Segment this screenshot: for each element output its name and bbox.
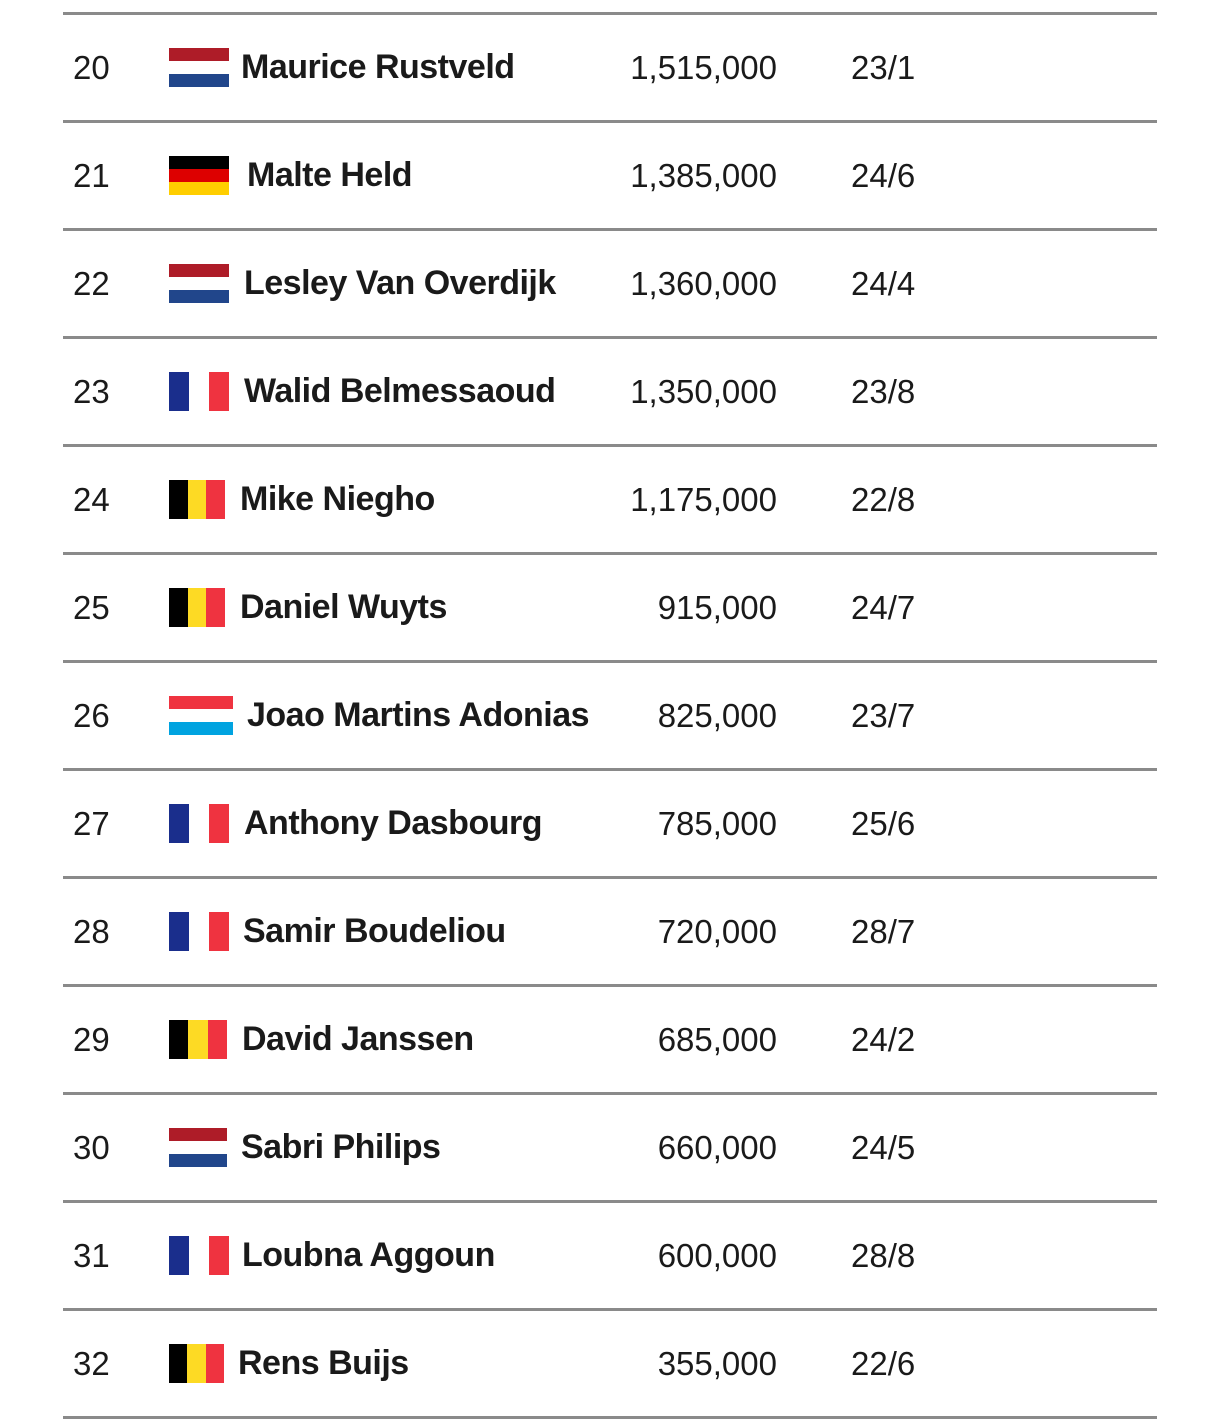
rank: 20 xyxy=(73,49,110,86)
france-flag-icon xyxy=(169,912,229,951)
amount: 720,000 xyxy=(657,913,777,950)
rank: 32 xyxy=(73,1345,110,1382)
rank: 30 xyxy=(73,1129,110,1166)
record: 22/6 xyxy=(851,1345,916,1382)
belgium-flag-icon xyxy=(169,588,225,627)
player-name[interactable]: Malte Held xyxy=(247,156,413,194)
player-name[interactable]: Maurice Rustveld xyxy=(241,48,515,86)
record: 28/7 xyxy=(851,913,916,950)
netherlands-flag-icon xyxy=(169,264,229,303)
record: 24/5 xyxy=(851,1129,916,1166)
rank: 26 xyxy=(73,697,110,734)
record: 24/4 xyxy=(851,265,916,302)
table-row[interactable] xyxy=(63,879,1157,987)
amount: 1,515,000 xyxy=(630,49,777,86)
amount: 915,000 xyxy=(657,589,777,626)
record: 23/8 xyxy=(851,373,916,410)
netherlands-flag-icon xyxy=(169,48,229,87)
record: 24/6 xyxy=(851,157,916,194)
rank: 21 xyxy=(73,157,110,194)
record: 25/6 xyxy=(851,805,916,842)
player-name[interactable]: Joao Martins Adonias xyxy=(247,696,590,734)
table-row[interactable] xyxy=(63,123,1157,231)
amount: 825,000 xyxy=(657,697,777,734)
table-row[interactable] xyxy=(63,987,1157,1095)
record: 22/8 xyxy=(851,481,916,518)
record: 24/7 xyxy=(851,589,916,626)
table-row[interactable] xyxy=(63,15,1157,123)
luxembourg-flag-icon xyxy=(169,696,233,735)
amount: 1,360,000 xyxy=(630,265,777,302)
table-row[interactable] xyxy=(63,1095,1157,1203)
france-flag-icon xyxy=(169,804,229,843)
belgium-flag-icon xyxy=(169,1344,224,1383)
record: 23/1 xyxy=(851,49,916,86)
amount: 1,175,000 xyxy=(630,481,777,518)
player-name[interactable]: Samir Boudeliou xyxy=(243,912,506,950)
player-name[interactable]: Loubna Aggoun xyxy=(242,1236,495,1274)
player-name[interactable]: Anthony Dasbourg xyxy=(244,804,542,842)
rank: 31 xyxy=(73,1237,110,1274)
player-name[interactable]: Mike Niegho xyxy=(240,480,435,518)
rank: 27 xyxy=(73,805,110,842)
ranking-table xyxy=(63,12,1157,1419)
amount: 355,000 xyxy=(657,1345,777,1382)
player-name[interactable]: Sabri Philips xyxy=(241,1128,441,1166)
player-name[interactable]: Daniel Wuyts xyxy=(240,588,447,626)
netherlands-flag-icon xyxy=(169,1128,227,1167)
table-row[interactable] xyxy=(63,663,1157,771)
rank: 22 xyxy=(73,265,110,302)
amount: 685,000 xyxy=(657,1021,777,1058)
table-row[interactable] xyxy=(63,339,1157,447)
amount: 600,000 xyxy=(657,1237,777,1274)
rank: 23 xyxy=(73,373,110,410)
rank: 24 xyxy=(73,481,110,518)
player-name[interactable]: David Janssen xyxy=(242,1020,474,1058)
amount: 1,385,000 xyxy=(630,157,777,194)
player-name[interactable]: Lesley Van Overdijk xyxy=(244,264,556,302)
belgium-flag-icon xyxy=(169,480,225,519)
amount: 1,350,000 xyxy=(630,373,777,410)
table-row[interactable] xyxy=(63,1311,1157,1419)
france-flag-icon xyxy=(169,1236,229,1275)
belgium-flag-icon xyxy=(169,1020,227,1059)
germany-flag-icon xyxy=(169,156,229,195)
amount: 660,000 xyxy=(657,1129,777,1166)
table-row[interactable] xyxy=(63,555,1157,663)
player-name[interactable]: Walid Belmessaoud xyxy=(244,372,556,410)
rank: 28 xyxy=(73,913,110,950)
table-row[interactable] xyxy=(63,771,1157,879)
rank: 29 xyxy=(73,1021,110,1058)
table-row[interactable] xyxy=(63,231,1157,339)
player-name[interactable]: Rens Buijs xyxy=(238,1344,409,1382)
record: 23/7 xyxy=(851,697,916,734)
record: 24/2 xyxy=(851,1021,916,1058)
amount: 785,000 xyxy=(657,805,777,842)
france-flag-icon xyxy=(169,372,229,411)
table-row[interactable] xyxy=(63,1203,1157,1311)
rank: 25 xyxy=(73,589,110,626)
record: 28/8 xyxy=(851,1237,916,1274)
table-row[interactable] xyxy=(63,447,1157,555)
